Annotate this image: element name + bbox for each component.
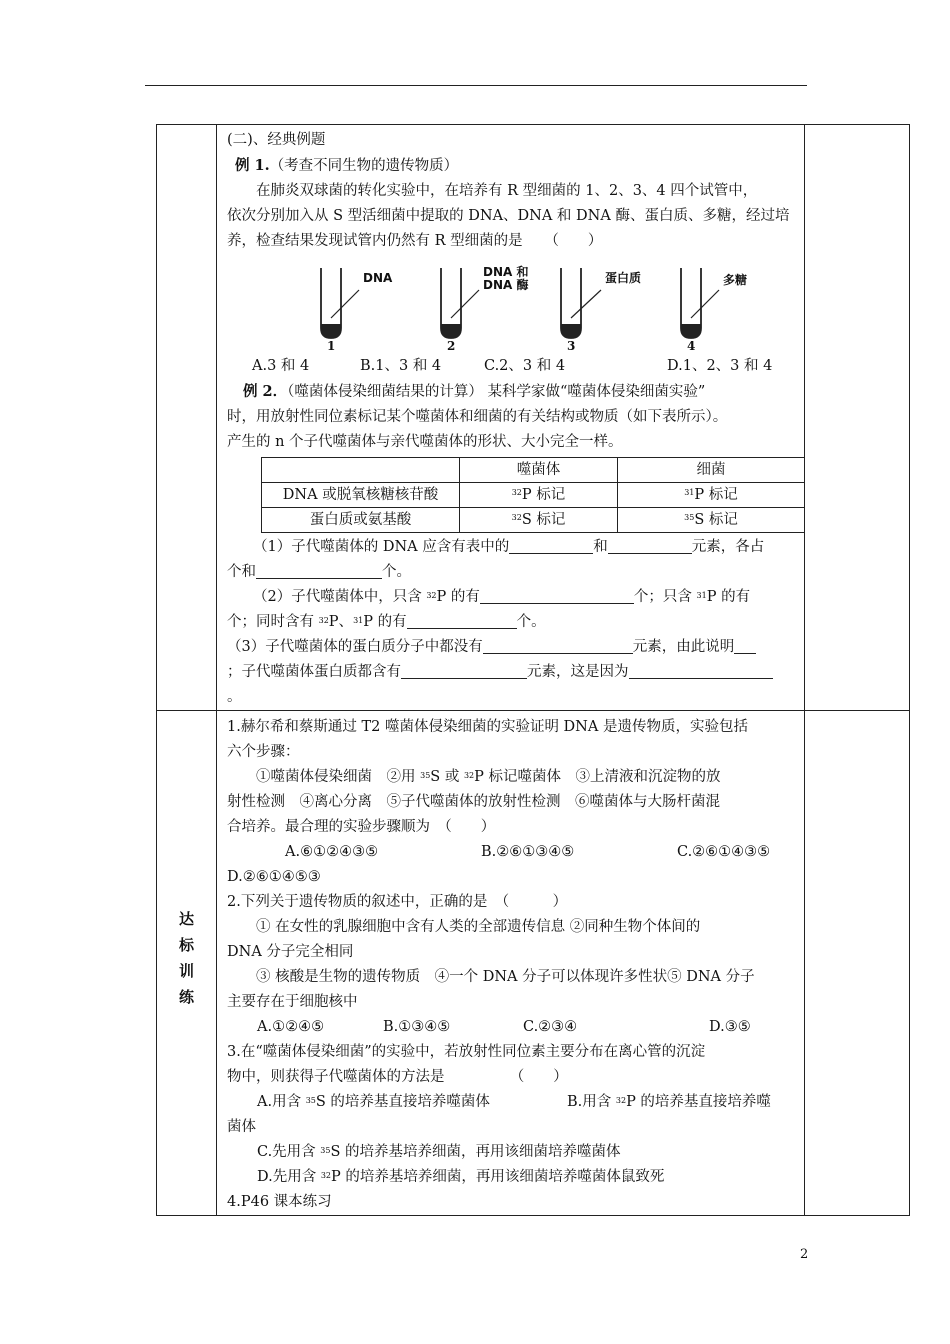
subquestion-text: 个。: [516, 614, 546, 630]
test-tube-1: [321, 268, 359, 338]
option-c: [227, 1140, 796, 1165]
examples-side-cell: [157, 125, 217, 711]
training-question-1: 合培养。最合理的实验步骤顺为 （ ）: [227, 819, 496, 835]
side-label-char: 标: [178, 936, 194, 954]
training-question-1-options: [227, 840, 796, 865]
option-b-cont: 菌体: [227, 1119, 256, 1135]
side-label-char: 达: [178, 910, 194, 928]
subquestion-2-cont: [227, 610, 796, 635]
table-cell-text: S 标记: [521, 512, 566, 528]
table-header-row: [262, 458, 805, 483]
table-cell: [460, 483, 618, 508]
subquestion-text: ；子代噬菌体蛋白质都含有: [227, 664, 401, 680]
test-tube-figure: [227, 256, 796, 352]
option-a: [257, 1090, 567, 1115]
isotope-superscript: 35: [684, 513, 695, 522]
answer-blank[interactable]: [407, 612, 517, 629]
test-tube-3: [561, 268, 601, 338]
answer-blank[interactable]: [480, 587, 634, 604]
training-question-2: ① 在女性的乳腺细胞中含有人类的全部遗传信息 ②同种生物个体间的: [256, 919, 701, 935]
subquestion-text: 个和: [227, 564, 256, 580]
subquestion-1: [227, 535, 796, 560]
table-header-cell: 细菌: [618, 458, 805, 483]
table-cell-text: P 标记: [694, 487, 738, 503]
training-question-2-options: [227, 1015, 796, 1040]
option-c: C.2、3 和 4: [484, 358, 566, 374]
side-label-char: 练: [178, 988, 194, 1006]
option-c: C.②⑥①④③⑤: [677, 844, 771, 860]
tube-1-label: DNA: [363, 271, 393, 285]
training-question-1: 1.赫尔希和蔡斯通过 T2 噬菌体侵染细菌的实验证明 DNA 是遗传物质，实验包括: [227, 719, 748, 735]
subquestion-text: 个；同时含有: [227, 614, 319, 630]
answer-blank[interactable]: [483, 637, 633, 654]
training-question-1: 六个步骤：: [227, 744, 300, 760]
answer-blank[interactable]: [629, 662, 773, 679]
example1-question-line: 依次分别加入从 S 型活细菌中提取的 DNA、DNA 和 DNA 酶、蛋白质、多糖，经过培: [227, 208, 790, 224]
answer-blank[interactable]: [256, 562, 382, 579]
option-a: A.⑥①②④③⑤: [285, 844, 379, 860]
tube-2-number: 2: [447, 339, 456, 353]
option-text: D.先用含: [257, 1169, 321, 1185]
examples-row: [157, 125, 910, 711]
table-row: [262, 483, 805, 508]
table-cell: 蛋白质或氨基酸: [262, 508, 460, 533]
subquestion-3-end: 。: [227, 689, 242, 705]
option-a: A.①②④⑤: [257, 1019, 325, 1035]
example2-question-line: [227, 379, 796, 405]
training-side-cell: [157, 711, 217, 1216]
isotope-superscript: 32: [426, 591, 437, 600]
subquestion-text: P 的有: [706, 589, 751, 605]
example1-topic: （考查不同生物的遗传物质）: [269, 158, 459, 174]
tube-4-label: 多糖: [723, 273, 748, 287]
subquestion-text: P 的有: [363, 614, 407, 630]
table-cell: [618, 483, 805, 508]
example2-question-line: 时，用放射性同位素标记某个噬菌体和细菌的有关结构或物质（如下表所示）。: [227, 409, 728, 425]
side-label-char: 训: [178, 962, 194, 980]
answer-blank[interactable]: [401, 662, 527, 679]
header-rule: [145, 85, 807, 86]
training-question-3: 3.在“噬菌体侵染细菌”的实验中，若放射性同位素主要分布在离心管的沉淀: [227, 1044, 706, 1060]
isotope-superscript: 31: [696, 591, 707, 600]
examples-content-cell: [217, 125, 805, 711]
option-text: A.用含: [257, 1094, 306, 1110]
option-d: D.③⑤: [709, 1019, 751, 1035]
subquestion-1-cont: [227, 560, 796, 585]
table-header-cell: [262, 458, 460, 483]
table-cell: [460, 508, 618, 533]
tube-3-label: 蛋白质: [605, 271, 642, 285]
table-cell: [618, 508, 805, 533]
option-b: B.1、3 和 4: [360, 358, 442, 374]
training-question-3-options-ab: [227, 1090, 796, 1115]
table-header-cell: 噬菌体: [460, 458, 618, 483]
option-b: B.②⑥①③④⑤: [481, 844, 575, 860]
subquestion-3-cont: [227, 660, 796, 685]
option-text: C.先用含: [257, 1144, 321, 1160]
isotope-superscript: 32: [511, 513, 522, 522]
example1-options: [227, 354, 796, 379]
training-question-2: ③ 核酸是生物的遗传物质 ④一个 DNA 分子可以体现许多性状⑤ DNA 分子: [256, 969, 755, 985]
training-question-2: 主要存在于细胞核中: [227, 994, 358, 1010]
table-cell-text: S 标记: [694, 512, 738, 528]
page-number: 2: [800, 1247, 809, 1262]
answer-blank[interactable]: [509, 537, 593, 554]
option-d: D.1、2、3 和 4: [667, 358, 773, 374]
table-row: [262, 508, 805, 533]
tube-1-number: 1: [327, 339, 336, 353]
example1-label: 例 1.: [235, 157, 270, 174]
question-text: P 标记噬菌体 ③上清液和沉淀物的放: [474, 769, 721, 785]
training-notes-cell: [805, 711, 910, 1216]
isotope-superscript: 31: [353, 616, 364, 625]
training-question-2: DNA 分子完全相同: [227, 944, 354, 960]
option-d: [227, 1165, 796, 1190]
training-question-3: 物中，则获得子代噬菌体的方法是 （ ）: [227, 1069, 568, 1085]
question-text: S 或: [430, 769, 464, 785]
subquestion-text: P、: [328, 614, 354, 630]
option-text: P 的培养基直接培养噬: [626, 1094, 771, 1110]
tube-3-number: 3: [567, 339, 576, 353]
subquestion-text: （1）子代噬菌体的 DNA 应含有表中的: [253, 539, 510, 555]
isotope-superscript: 32: [511, 488, 522, 497]
training-content-cell: [217, 711, 805, 1216]
isotope-superscript: 32: [318, 616, 329, 625]
option-d: D.②⑥①④⑤③: [227, 869, 321, 885]
subquestion-text: 元素，这是因为: [527, 664, 629, 680]
test-tube-2: [441, 268, 479, 338]
subquestion-text: （3）子代噬菌体的蛋白质分子中都没有: [227, 639, 483, 655]
examples-notes-cell: [805, 125, 910, 711]
example2-question-text: 某科学家做“噬菌体侵染细菌实验”: [482, 384, 706, 400]
subquestion-text: （2）子代噬菌体中，只含: [253, 589, 427, 605]
isotope-label-table: [261, 457, 805, 533]
option-a: A.3 和 4: [252, 358, 310, 374]
lesson-table: [156, 124, 910, 1216]
subquestion-2: [227, 585, 796, 610]
tube-2-label: DNA 和: [483, 265, 529, 279]
isotope-superscript: 35: [320, 1146, 331, 1155]
tube-4-number: 4: [687, 339, 696, 353]
subquestion-3: [227, 635, 796, 660]
example1-question-line: 在肺炎双球菌的转化实验中，在培养有 R 型细菌的 1、2、3、4 四个试管中，: [256, 183, 758, 199]
option-text: S 的培养基培养细菌，再用该细菌培养噬菌体: [330, 1144, 621, 1160]
isotope-superscript: 31: [684, 488, 695, 497]
example2-topic: （噬菌体侵染细菌结果的计算）: [287, 384, 483, 400]
option-b: B.①③④⑤: [383, 1019, 451, 1035]
example1-question-line: 养，检查结果发现试管内仍然有 R 型细菌的是 （ ）: [227, 233, 603, 249]
training-question-2: 2.下列关于遗传物质的叙述中，正确的是 （ ）: [227, 894, 568, 910]
subquestion-text: 元素，由此说明: [632, 639, 735, 655]
option-c: C.②③④: [523, 1019, 578, 1035]
option-text: S 的培养基直接培养噬菌体: [315, 1094, 490, 1110]
example1-title: [227, 153, 796, 179]
answer-blank[interactable]: [608, 537, 692, 554]
isotope-superscript: 35: [305, 1096, 316, 1105]
example2-label: 例 2．: [243, 383, 288, 400]
option-b: [567, 1090, 771, 1115]
subquestion-text: 个；只含: [633, 589, 697, 605]
example2-question-line: 产生的 n 个子代噬菌体与亲代噬菌体的形状、大小完全一样。: [227, 434, 623, 450]
table-cell: DNA 或脱氧核糖核苷酸: [262, 483, 460, 508]
subquestion-text: 元素，各占: [691, 539, 765, 555]
subquestion-text: P 的有: [436, 589, 480, 605]
question-text: ①噬菌体侵染细菌 ②用: [256, 769, 421, 785]
isotope-superscript: 32: [463, 771, 475, 780]
subquestion-text: 和: [593, 539, 608, 555]
test-tube-4: [681, 268, 719, 338]
option-text: B.用含: [567, 1094, 616, 1110]
training-row: [157, 711, 910, 1216]
isotope-superscript: 32: [320, 1171, 332, 1180]
side-label: [157, 711, 216, 1010]
training-question-4: 4.P46 课本练习: [227, 1194, 332, 1210]
section-heading: (二)、经典例题: [227, 132, 326, 148]
training-question-1: [227, 765, 796, 790]
tube-2-label: DNA 酶: [483, 278, 529, 292]
isotope-superscript: 32: [615, 1096, 627, 1105]
subquestion-text: 个。: [382, 564, 411, 580]
table-cell-text: P 标记: [521, 487, 566, 503]
answer-blank[interactable]: [734, 637, 756, 654]
isotope-superscript: 35: [420, 771, 431, 780]
training-question-1: 射性检测 ④离心分离 ⑤子代噬菌体的放射性检测 ⑥噬菌体与大肠杆菌混: [227, 794, 720, 810]
option-text: P 的培养基培养细菌，再用该细菌培养噬菌体鼠致死: [331, 1169, 665, 1185]
